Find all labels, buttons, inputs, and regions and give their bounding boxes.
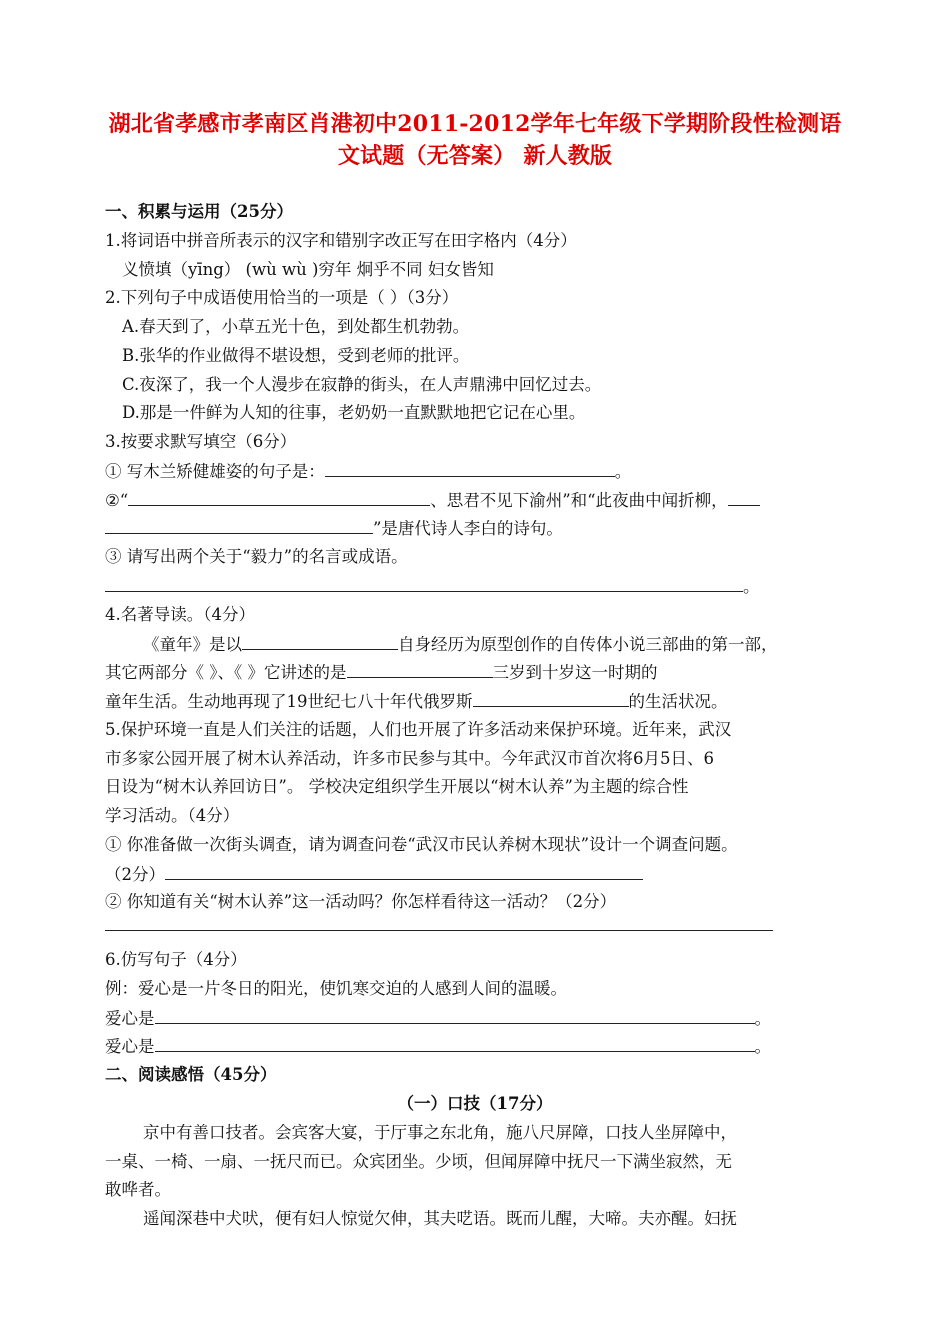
q4-blank-class[interactable] [473, 689, 629, 707]
q2-option-d: D.那是一件鲜为人知的往事，老奶奶一直默默地把它记在心里。 [122, 403, 586, 422]
q4-blank-protagonist[interactable] [347, 660, 493, 678]
q5-line2: 市多家公园开展了树木认养活动，许多市民参与其中。今年武汉市首次将6月5日、6 [105, 749, 714, 768]
q3-part3: ③ 请写出两个关于“毅力”的名言或成语。 [105, 547, 408, 566]
q4-line2 [105, 660, 658, 685]
q4-line3-b: 的生活状况。 [628, 692, 728, 711]
passage-p1-line3: 敢哗者。 [105, 1180, 171, 1199]
section2-heading: 二、阅读感悟（45分） [105, 1065, 277, 1084]
q3-part2-end: ”是唐代诗人李白的诗句。 [373, 519, 563, 538]
q6-answer-1-prefix: 爱心是 [105, 1009, 155, 1028]
q3-part3-end: 。 [743, 577, 760, 596]
q6-answer-2-prefix: 爱心是 [105, 1037, 155, 1056]
q2-option-b: B.张华的作业做得不堪设想，受到老师的批评。 [122, 346, 470, 365]
q3-part3-blank[interactable] [105, 574, 743, 592]
q1-stem: 1.将词语中拼音所表示的汉字和错别字改正写在田字格内（4分） [105, 231, 577, 250]
q6-example: 例：爱心是一片冬日的阳光，使饥寒交迫的人感到人间的温暖。 [105, 979, 567, 998]
q3-part2-blank-2b[interactable] [105, 516, 373, 534]
q3-part2-blank-2a[interactable] [728, 488, 760, 506]
q5-sub2-blank[interactable] [105, 913, 773, 931]
passage-p2-line1: 遥闻深巷中犬吠，便有妇人惊觉欠伸，其夫呓语。既而儿醒，大啼。夫亦醒。妇抚 [143, 1209, 737, 1228]
q1-words: 义愤填（yīng） (wù wù )穷年 炯乎不同 妇女皆知 [122, 260, 494, 279]
q4-blank-author[interactable] [242, 632, 398, 650]
passage-title: （一）口技（17分） [397, 1094, 553, 1113]
q3-part1-end: 。 [614, 462, 632, 481]
q4-line1 [143, 632, 778, 657]
q5-sub1: ① 你准备做一次街头调查，请为调查问卷“武汉市民认养树木现状”设计一个调查问题。 [105, 835, 738, 854]
q5-sub1-score: （2分） [105, 865, 165, 884]
q6-blank-1[interactable] [155, 1006, 755, 1024]
q3-part2-mid: 、思君不见下渝州”和“此夜曲中闻折柳， [430, 491, 728, 510]
q2-option-a: A.春天到了，小草五光十色，到处都生机勃勃。 [122, 317, 470, 336]
q5-line1: 5.保护环境一直是人们关注的话题，人们也开展了许多活动来保护环境。近年来，武汉 [105, 720, 732, 739]
q4-stem: 4.名著导读。（4分） [105, 605, 255, 624]
title-line-2: 文试题（无答案） 新人教版 [337, 143, 613, 169]
q4-line2-b: 三岁到十岁这一时期的 [492, 663, 658, 682]
q5-line4: 学习活动。（4分） [105, 806, 240, 825]
q5-sub1-blank[interactable] [165, 862, 643, 880]
q5-line3: 日设为“树木认养回访日”。 学校决定组织学生开展以“树木认养”为主题的综合性 [105, 777, 689, 796]
title-line-1: 湖北省孝感市孝南区肖港初中2011-2012学年七年级下学期阶段性检测语 [108, 111, 842, 137]
q6-blank-2[interactable] [155, 1034, 755, 1052]
q3-stem: 3.按要求默写填空（6分） [105, 432, 297, 451]
q5-sub1-answer [105, 862, 643, 887]
q3-part1 [105, 459, 631, 484]
section1-heading: 一、积累与运用（25分） [105, 202, 293, 221]
q3-part1-text: ① 写木兰矫健雄姿的句子是： [105, 462, 325, 481]
q4-line3 [105, 689, 728, 714]
passage-p1-line1: 京中有善口技者。会宾客大宴，于厅事之东北角，施八尺屏障，口技人坐屏障中， [143, 1123, 737, 1142]
q4-line2-a: 其它两部分《 》、《 》它讲述的是 [105, 663, 347, 682]
q4-line1-a: 《童年》是以 [143, 635, 242, 654]
passage-p1-line2: 一桌、一椅、一扇、一抚尺而已。众宾团坐。少顷，但闻屏障中抚尺一下满坐寂然，无 [105, 1152, 732, 1171]
q6-answer-1-end: 。 [754, 1009, 771, 1028]
q4-line3-a: 童年生活。生动地再现了19世纪七八十年代俄罗斯 [105, 692, 473, 711]
document-title [80, 108, 870, 172]
q2-stem: 2.下列句子中成语使用恰当的一项是（ ）（3分） [105, 288, 459, 307]
q3-part2-blank-1[interactable] [128, 488, 430, 506]
q4-line1-b: 自身经历为原型创作的自传体小说三部曲的第一部， [398, 635, 778, 654]
q5-sub2-answer [105, 913, 773, 938]
q6-stem: 6.仿写句子（4分） [105, 950, 247, 969]
q3-part2-start: ②“ [105, 491, 129, 510]
q3-part3-answer [105, 574, 760, 599]
q3-part1-blank[interactable] [325, 459, 615, 477]
q6-answer-2 [105, 1034, 771, 1059]
q2-option-c: C.夜深了，我一个人漫步在寂静的街头，在人声鼎沸中回忆过去。 [122, 375, 602, 394]
q3-part2-cont [105, 516, 563, 541]
q6-answer-1 [105, 1006, 771, 1031]
q3-part2 [105, 488, 760, 513]
q6-answer-2-end: 。 [754, 1037, 771, 1056]
q5-sub2: ② 你知道有关“树木认养”这一活动吗？你怎样看待这一活动？（2分） [105, 892, 617, 911]
